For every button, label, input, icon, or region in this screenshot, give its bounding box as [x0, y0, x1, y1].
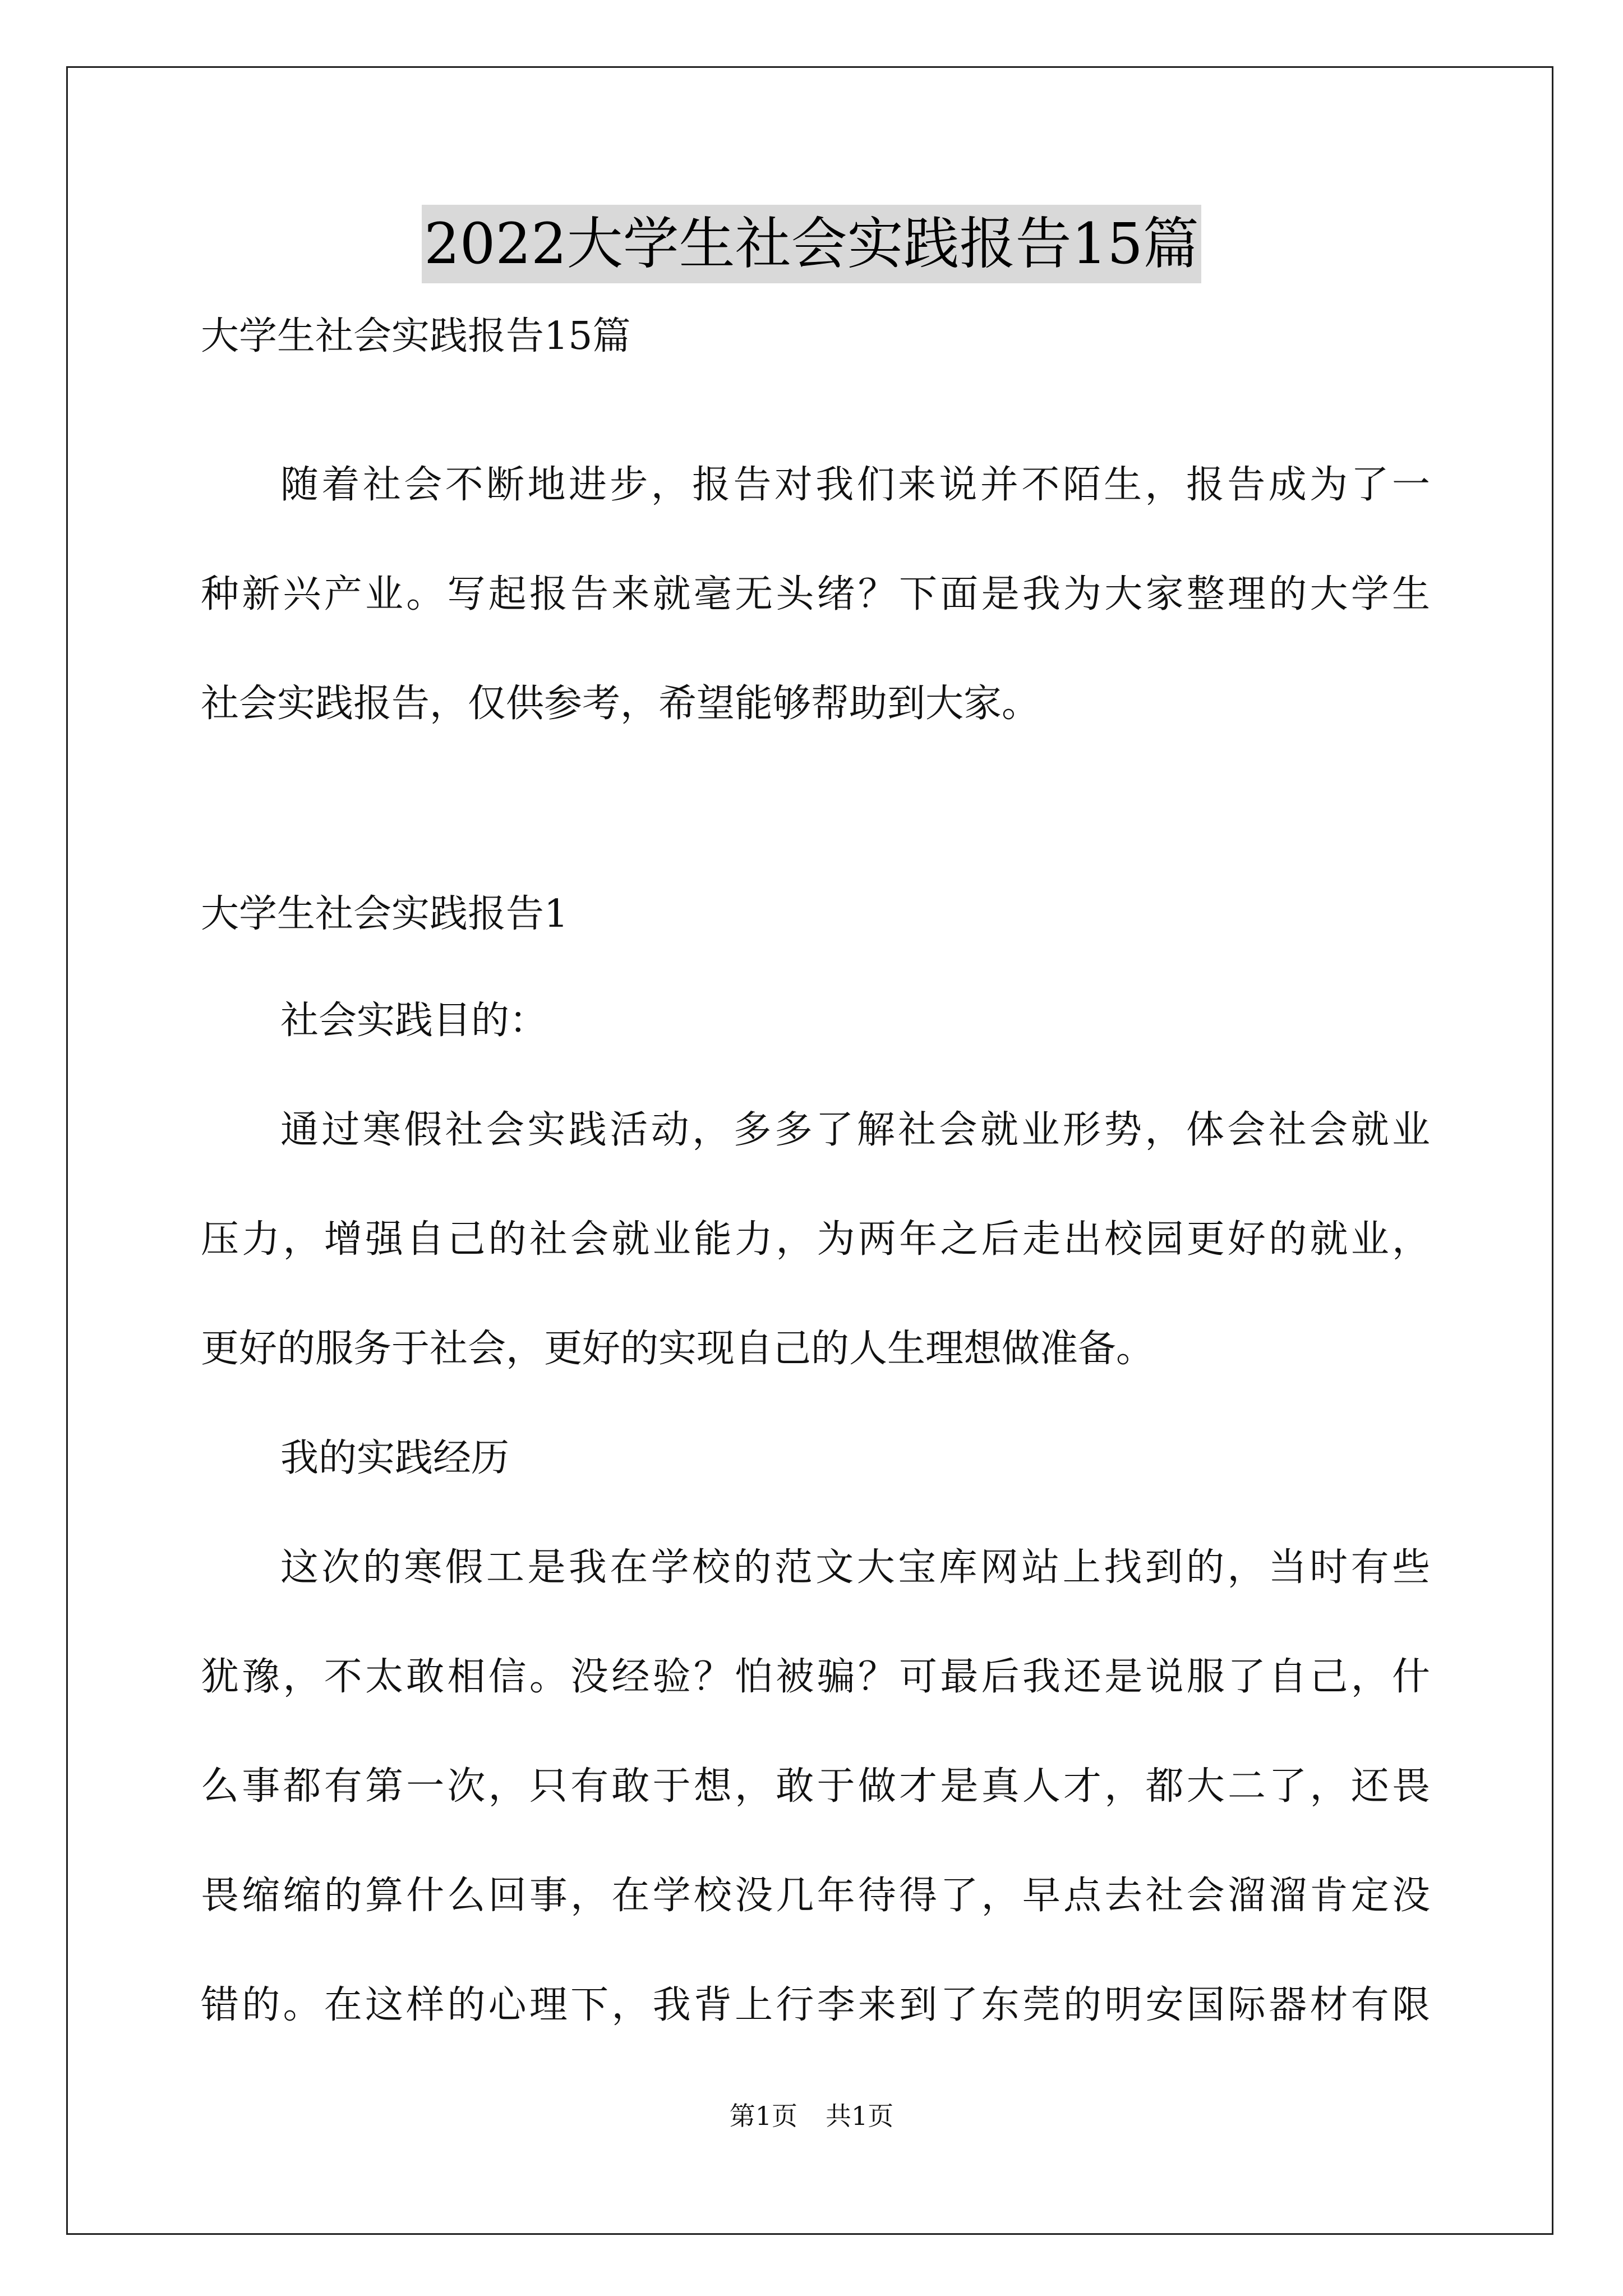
page-footer [0, 2099, 1623, 2133]
paragraph-line: 我的实践经历 [280, 1436, 510, 1480]
section-heading: 大学生社会实践报告1 [201, 892, 569, 936]
paragraph-line: 这次的寒假工是我在学校的范文大宝库网站上找到的，当时有些 [280, 1545, 1430, 1590]
paragraph-line: 通过寒假社会实践活动，多多了解社会就业形势，体会社会就业 [280, 1108, 1430, 1152]
page-number-current: 第1页 [729, 2101, 797, 2131]
paragraph-line: 社会实践报告，仅供参考，希望能够帮助到大家。 [201, 682, 1040, 726]
paragraph-line: 随着社会不断地进步，报告对我们来说并不陌生，报告成为了一 [280, 463, 1430, 507]
subtitle-line: 大学生社会实践报告15篇 [201, 314, 631, 358]
document-title [0, 205, 1623, 283]
paragraph-line: 畏缩缩的算什么回事，在学校没几年待得了，早点去社会溜溜肯定没 [201, 1874, 1430, 1918]
page-number-total: 共1页 [826, 2101, 894, 2131]
paragraph-line: 种新兴产业。写起报告来就毫无头绪？下面是我为大家整理的大学生 [201, 572, 1430, 616]
paragraph-line: 压力，增强自己的社会就业能力，为两年之后走出校园更好的就业， [201, 1217, 1430, 1262]
paragraph-line: 犹豫，不太敢相信。没经验？怕被骗？可最后我还是说服了自己，什 [201, 1655, 1430, 1699]
paragraph-line: 错的。在这样的心理下，我背上行李来到了东莞的明安国际器材有限 [201, 1983, 1430, 2027]
paragraph-line: 么事都有第一次，只有敢于想，敢于做才是真人才，都大二了，还畏 [201, 1764, 1430, 1809]
document-title-text: 2022大学生社会实践报告15篇 [422, 205, 1201, 283]
paragraph-line: 更好的服务于社会，更好的实现自己的人生理想做准备。 [201, 1327, 1155, 1371]
paragraph-line: 社会实践目的： [280, 999, 548, 1043]
